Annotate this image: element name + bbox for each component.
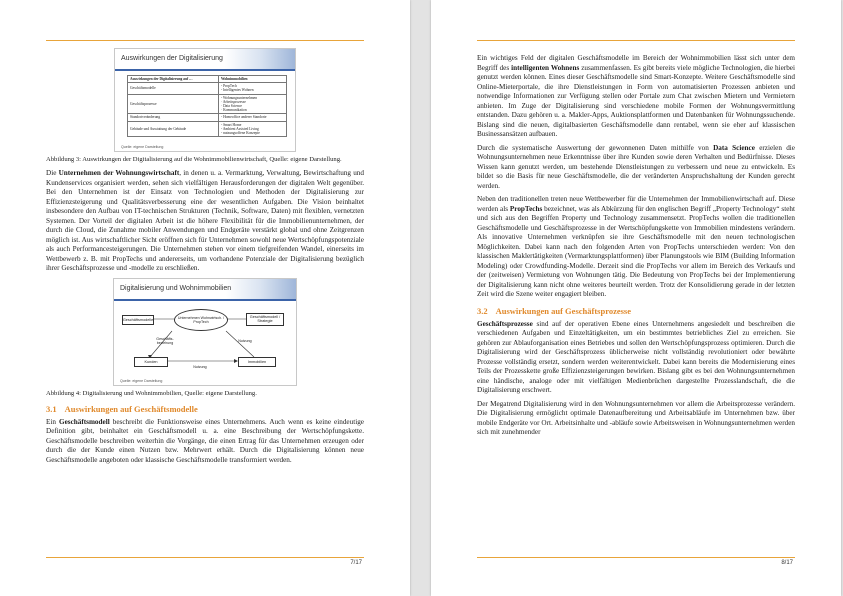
table-row-label: Standortveränderung xyxy=(128,114,219,121)
page-7-content xyxy=(46,48,364,469)
table-row-label: Geschäftsmodelle xyxy=(128,83,219,94)
diagram-ellipse-unternehmen: Unternehmen Wohnwirtsch. / PropTech xyxy=(174,309,228,331)
table-header: Auswirkungen der Digitalisierung auf … xyxy=(128,76,219,83)
slide-header-bar xyxy=(115,69,295,71)
diagram-box-geschaeftsmodelle: Geschäftsmodelle xyxy=(122,315,154,325)
text-run: beschreibt die Funktionsweise eines Unternehmens. Auch wenn es keine eindeutige Definition gibt, beinhaltet ein Geschäftsmodell u. a. eine Beschreibung der Wertschöpfungskette. Geschäftsmodelle beschreiben weiterhin die Vorgänge, die einen Ertrag für das Unternehmen erzeugen oder durch die der Kunde einen Nutzen bzw. Mehrwert erhält. Durch die Digitalisierung können neue Geschäftsmodelle angeboten oder klassische Geschäftsmodelle transformiert werden. xyxy=(46,417,364,464)
slide-header-stripe xyxy=(225,49,295,71)
diagram-box-strategie: Geschäftsmodell / Strategie xyxy=(246,313,284,326)
table-cell-line: - nutzungsoffene Konzepte xyxy=(220,131,260,136)
table-header: Wohnimmobilien xyxy=(218,76,286,83)
table-header-row xyxy=(128,76,287,83)
page-8 xyxy=(431,0,841,596)
diagram-connectors xyxy=(114,279,296,385)
text-run: Ein xyxy=(46,417,59,426)
page-number: 7/17 xyxy=(350,560,362,566)
section-heading-3-1 xyxy=(46,404,364,414)
table-cell-line: - Intelligentes Wohnen xyxy=(220,88,254,93)
figure-4-slide xyxy=(113,278,297,386)
digitalisierung-table xyxy=(127,75,287,137)
table-cell-line: - Homeoffice anderer Standorte xyxy=(220,115,267,120)
slide-title: Digitalisierung und Wohnimmobilien xyxy=(120,284,232,292)
table-row-label: Geschäftsprozesse xyxy=(128,94,219,114)
diagram-label-nutzung: Nutzung xyxy=(238,338,252,343)
figure-3-caption: Abbildung 3: Auswirkungen der Digitalisierung auf die Wohnimmobilienwirtschaft, Quelle: eigene Darstellung. xyxy=(46,156,342,163)
bold-term: Geschäftsprozesse xyxy=(477,319,533,328)
diagram-box-kunden: Kunden xyxy=(134,357,168,367)
text-run: Ein wichtiges Feld der digitalen Geschäftsmodelle im Bereich der Wohnimmobilien lässt sich unter dem Begriff des xyxy=(477,54,795,72)
footer-rule xyxy=(477,557,795,558)
bold-term: Unternehmen der Wohnungswirtschaft xyxy=(58,169,180,177)
paragraph xyxy=(46,169,364,274)
paragraph: Der Megatrend Digitalisierung wird in den Wohnungsunternehmen vor allem die Arbeitsprozesse verändern. Die Digitalisierung ermöglicht optimale Datenaufbereitung und Arbeitsabläufe im Unternehmen bzw. über mobile Endgeräte vor Ort. Arbeitsinhalte und -abläufe sowie Arbeitsweisen in Wohnungsunternehmen werden sich mit zunehmender xyxy=(477,399,795,436)
table-cell xyxy=(218,83,286,94)
slide-footer: Quelle: eigene Darstellung xyxy=(121,145,164,149)
table-row-label: Gebäude und Ausstattung der Gebäude xyxy=(128,121,219,137)
slide-title: Auswirkungen der Digitalisierung xyxy=(121,55,223,62)
bold-term: Geschäftsmodell xyxy=(59,417,110,426)
section-heading-3-2 xyxy=(477,306,795,316)
slide-footer: Quelle: eigene Darstellung xyxy=(120,378,163,383)
text-run: bezeichnet, was als Abkürzung für den englischen Begriff „Property Technology“ steht und sich aus den Begriffen Property und Technology zusammensetzt. PropTechs wollen die traditionellen Geschäftsmodelle und Geschäftsprozesse in der Wertschöpfungskette von Immobilien mindestens verändern. Als innovative Unternehmen verknüpfen sie ihre Geschäftsmodelle mit den neuen technologischen Möglichkeiten. Dabei kann nach den folgenden Arten von PropTechs unterschieden werden: Von den klassischen Maklertätigkeiten (Vermarktungsplattformen) über Planungstools wie BIM (Building Information Modeling) oder Crowdfunding-Modelle. Derzeit sind die PropTechs vor allem im Bereich des Verkaufs und der (zeitweisen) Vermietung von Wohnungen tätig. Die Bedeutung von PropTechs bei der Implementierung der Digitalisierung kann nicht ohne weiteres beurteilt werden. Trotz der Konsolidierung gerade in der letzten Zeit wird die Szene weiter engagiert bleiben. xyxy=(477,204,795,298)
text-run: Die xyxy=(46,169,59,177)
text-run: Neben den traditionellen treten neue Wettbewerber für die Unternehmen der Immobilienwirtschaft auf. Diese werden als xyxy=(477,195,795,213)
paragraph xyxy=(477,195,795,300)
section-title: Auswirkungen auf Geschäftsprozesse xyxy=(495,305,632,316)
section-number: 3.2 xyxy=(477,305,488,316)
footer-rule xyxy=(46,557,364,558)
text-run: zusammenfassen. Es gibt bereits viele mögliche Technologien, die hierbei genutzt werden können. Eines dieser Geschäftsmodelle sind Smart-Konzepte. Weitere Geschäftsmodelle sind Online-Mieterportale, die ihre Dienstleistungen in Form von automatisierten Prozessen anbieten und notwendige Informationen zur Verfügung stellen oder Portale zum Chat zwischen Mietern und Vermietern anbieten. Im Zuge der Digitalisierung sind verschiedene mobile Formen der Wohnungsvermittlung entstanden. Dazu gehören u. a. Makler-Apps, Auktionsplattformen und Datenbanken für Wohnungssuchende. Bislang sind die neuen, digitalbasierten Geschäftsmodelle dann rentabel, wenn sie eher auf klassischen Businessansätzen aufbauen. xyxy=(477,63,795,138)
table-cell-line: · Kommunikation xyxy=(220,108,247,113)
table-cell-line: · Arbeitsprozesse xyxy=(220,99,246,104)
section-title: Auswirkungen auf Geschäftsmodelle xyxy=(64,403,198,414)
table-cell-line: · Data Science xyxy=(220,104,242,109)
text-run: , in denen u. a. Vermarktung, Verwaltung, Bewirtschaftung und Kundenservices organisiert werden, sehen sich vielfältigen Herausforderungen der digitalen Welt gegenüber. Bei den Unternehmen ist der Einsatz von Technologien und Methoden der Digitalisierung zur Effizienzsteigerung und Qualitätsverbesserung eine der wesentlichen Aufgaben. Die Vision beinhaltet insbesondere den Aufbau von IT-technischen Strukturen (Technik, Software, Daten) mit flexiblen, vernetzten Systemen. Der Vorteil der digitalen Arbeit ist die höhere Flexibilität für die Immobilienunternehmen, der durch die Cloud, die Zunahme mobiler Anwendungen und Endgeräte verstärkt global und ohne Zeitgrenzen möglich ist. Aus wirtschaftlicher Sicht eröffnen sich für Unternehmen sowohl neue Wertschöpfungspotenziale als auch Performancesteigerungen. Die Unternehmen stehen vor einem tiefgreifenden Wandel, einerseits im Wettbewerb z. B. mit PropTechs und andererseits, um vorhandene Potenziale der Digitalisierung bezüglich ihrer Geschäftsprozesse und -modelle zu erschließen. xyxy=(46,169,364,272)
header-rule xyxy=(46,40,364,41)
table-cell-line: - PropTech xyxy=(220,84,237,89)
table-row xyxy=(128,94,287,114)
diagram-label-geschaeftsbeziehung: Geschäfts- beziehung xyxy=(156,336,174,345)
section-number: 3.1 xyxy=(46,403,57,414)
table-cell xyxy=(218,114,286,121)
page-number: 8/17 xyxy=(781,560,793,566)
page-8-content xyxy=(477,54,795,442)
table-row xyxy=(128,114,287,121)
diagram-label-nutzung-bottom: Nutzung xyxy=(193,364,207,369)
paragraph xyxy=(46,418,364,466)
table-cell-line: - Ambient Assisted Living xyxy=(220,126,259,131)
text-run: Durch die systematische Auswertung der gewonnenen Daten mithilfe von xyxy=(477,143,714,152)
table-cell-line: - Smart Home xyxy=(220,122,242,127)
figure-4-caption: Abbildung 4: Digitalisierung und Wohnimmobilien, Quelle: eigene Darstellung. xyxy=(46,389,257,397)
paragraph xyxy=(477,144,795,192)
figure-3-slide xyxy=(114,48,296,152)
bold-term: PropTechs xyxy=(509,204,543,213)
header-rule xyxy=(477,40,795,41)
table-row xyxy=(128,83,287,94)
paragraph xyxy=(477,54,795,140)
bold-term: intelligenten Wohnens xyxy=(511,63,580,72)
table-row xyxy=(128,121,287,137)
text-run: sind auf der operativen Ebene eines Unternehmens angesiedelt und beschreiben die verschiedenen Aufgaben und Einzeltätigkeiten, um ein bestimmtes betriebliches Ziel zu erreichen. Sie gehören zur Ablauforganisation eines Betriebes und sollen den Wertschöpfungsprozess optimieren. Durch die Digitalisierung wird der Geschäftsprozess üblicherweise nicht vollständig revolutioniert oder bewährte Prozesse vollständig ersetzt, sondern werden weiterentwickelt. Dabei kann bereits die Modernisierung eines Teils der Prozesskette große Effizienzsteigerungen bewirken. Bislang gibt es bei den Wohnungsunternehmen eine händische, analoge oder mit vielfältigen Medienbrüchen dargestellte Prozesslandschaft, die die Digitalisierung erschwert. xyxy=(477,319,795,394)
paragraph xyxy=(477,320,795,396)
table-cell xyxy=(218,94,286,114)
text-run: erzielen die Wohnungsunternehmen neue Erkenntnisse über ihre Kunden sowie deren Verhalten und Bedürfnisse. Dieses Wissen kann genutzt werden, um bestehende Dienstleistungen zu verbessern und neue zu entwickeln. Es bildet so die Basis für neue Geschäftsmodelle, die der veränderten Anspruchshaltung der Kunden gerecht werden. xyxy=(477,143,795,190)
diagram-box-immobilien: Immobilien xyxy=(238,357,276,367)
bold-term: Data Science xyxy=(713,143,755,152)
table-cell-line: - Wohnungsunternehmen xyxy=(220,95,258,100)
table-cell xyxy=(218,121,286,137)
page-7 xyxy=(0,0,410,596)
